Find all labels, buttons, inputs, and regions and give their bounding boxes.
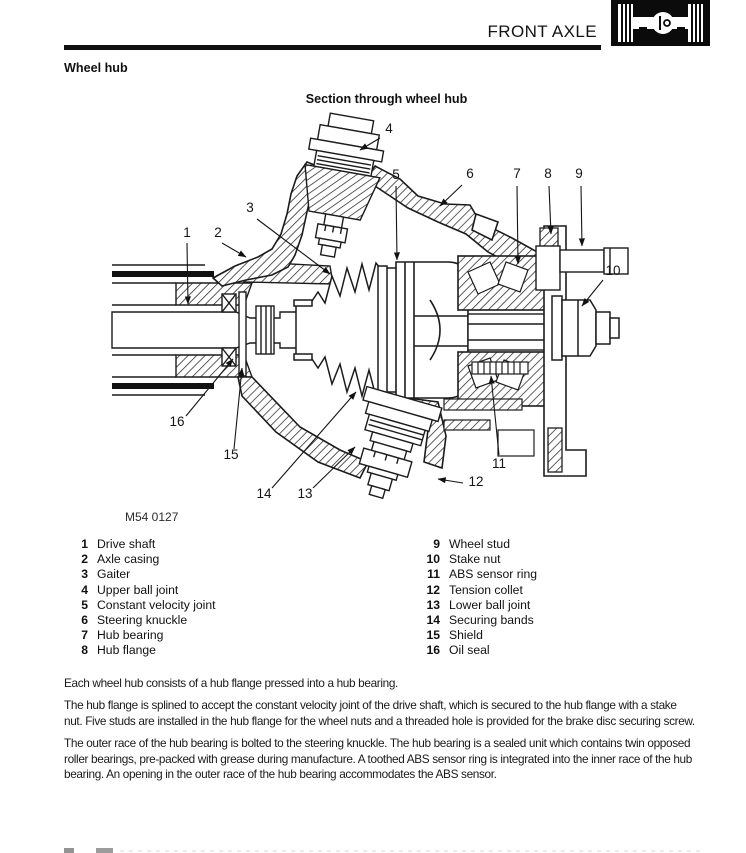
part-label: Stake nut bbox=[449, 552, 501, 567]
shield bbox=[239, 292, 246, 376]
parts-key-item bbox=[64, 537, 216, 552]
parts-key-item bbox=[412, 613, 537, 628]
part-number: 14 bbox=[426, 612, 440, 627]
paragraph-1: Each wheel hub consists of a hub flange pressed into a hub bearing. bbox=[64, 676, 398, 690]
dust-shield bbox=[444, 399, 534, 456]
page-title: FRONT AXLE bbox=[487, 22, 597, 41]
parts-key-item bbox=[412, 537, 537, 552]
part-label: Securing bands bbox=[449, 612, 534, 627]
callout-12: 12 bbox=[468, 474, 484, 489]
part-number: 8 bbox=[81, 643, 88, 658]
callout-14: 14 bbox=[256, 486, 272, 501]
paragraph-3: The outer race of the hub bearing is bolted to the steering knuckle. The hub bearing is a sealed unit which contains twin opposed roller bearings, pre-packed with grease during manufacture. A toothed ABS sensor ring is integrated into the inner race of the hub bearing. An opening in the outer race of the hub bearing accommodates the ABS sensor. bbox=[64, 736, 692, 782]
parts-key-item bbox=[412, 567, 537, 582]
part-label: Upper ball joint bbox=[97, 582, 179, 597]
parts-key-item bbox=[412, 628, 537, 643]
body-text bbox=[64, 676, 696, 789]
part-number: 11 bbox=[427, 567, 440, 582]
part-number: 7 bbox=[81, 628, 88, 643]
part-label: Axle casing bbox=[97, 552, 160, 567]
securing-band-large bbox=[378, 266, 387, 394]
part-number: 1 bbox=[81, 537, 88, 551]
parts-key-item bbox=[412, 552, 537, 567]
callout-2: 2 bbox=[214, 225, 222, 240]
cutoff-dots bbox=[120, 850, 700, 852]
parts-key-item bbox=[64, 552, 216, 567]
part-label: Steering knuckle bbox=[97, 612, 188, 627]
part-label: Lower ball joint bbox=[449, 597, 531, 612]
part-number: 16 bbox=[426, 643, 440, 658]
callout-10: 10 bbox=[605, 263, 621, 278]
part-number: 2 bbox=[81, 552, 88, 567]
parts-key-item bbox=[64, 643, 216, 658]
part-number: 3 bbox=[81, 567, 88, 582]
part-number: 4 bbox=[81, 582, 88, 597]
figure-reference-number: M54 0127 bbox=[125, 510, 179, 524]
part-number: 6 bbox=[81, 612, 88, 627]
callout-8: 8 bbox=[544, 166, 552, 181]
abs-sensor-ring bbox=[472, 362, 528, 374]
paragraph-2: The hub flange is splined to accept the constant velocity joint of the drive shaft, which is secured to the hub flange with a stake nut. Five studs are installed in the hub flange for the wheel nuts and a threaded hole is provided for the brake disc securing screw. bbox=[64, 698, 695, 728]
part-label: Hub bearing bbox=[97, 628, 164, 643]
part-number: 13 bbox=[426, 597, 440, 612]
callout-13: 13 bbox=[297, 486, 313, 501]
part-number: 9 bbox=[433, 537, 440, 551]
shaft-stub bbox=[468, 314, 556, 350]
part-label: Drive shaft bbox=[97, 537, 156, 551]
securing-band-small-top bbox=[294, 300, 312, 306]
part-label: Gaiter bbox=[97, 567, 131, 582]
callout-15: 15 bbox=[223, 447, 239, 462]
callout-4: 4 bbox=[385, 121, 393, 136]
cutoff-mark bbox=[64, 848, 74, 853]
callout-6: 6 bbox=[466, 166, 474, 181]
parts-key-item bbox=[64, 613, 216, 628]
part-number: 15 bbox=[426, 628, 440, 643]
callout-16: 16 bbox=[169, 414, 185, 429]
part-label: Constant velocity joint bbox=[97, 597, 216, 612]
parts-key-item bbox=[412, 643, 537, 658]
parts-key-item bbox=[64, 628, 216, 643]
part-number: 10 bbox=[426, 552, 440, 567]
figure-caption: Section through wheel hub bbox=[305, 92, 468, 106]
stake-nut bbox=[552, 296, 619, 360]
parts-key-item bbox=[64, 598, 216, 613]
drive-shaft bbox=[112, 306, 298, 354]
parts-key-left-column bbox=[64, 537, 216, 659]
parts-key-item bbox=[412, 583, 537, 598]
callout-11: 11 bbox=[491, 456, 507, 471]
callout-5: 5 bbox=[392, 167, 400, 182]
parts-key-item bbox=[64, 583, 216, 598]
callout-3: 3 bbox=[246, 200, 254, 215]
part-label: Shield bbox=[449, 628, 483, 643]
part-label: ABS sensor ring bbox=[449, 567, 538, 582]
part-label: Oil seal bbox=[449, 643, 490, 658]
part-label: Hub flange bbox=[97, 643, 156, 658]
parts-key-item bbox=[412, 598, 537, 613]
parts-key-right-column bbox=[412, 537, 537, 659]
securing-band-small-bottom bbox=[294, 354, 312, 360]
parts-key-item bbox=[64, 567, 216, 582]
callout-9: 9 bbox=[575, 166, 583, 181]
cutoff-mark bbox=[96, 848, 113, 853]
next-section-cutoff bbox=[0, 847, 746, 853]
part-number: 12 bbox=[426, 582, 440, 597]
part-label: Wheel stud bbox=[449, 537, 510, 551]
callout-7: 7 bbox=[513, 166, 521, 181]
part-label: Tension collet bbox=[449, 582, 523, 597]
section-heading: Wheel hub bbox=[64, 61, 128, 75]
part-number: 5 bbox=[81, 597, 88, 612]
callout-1: 1 bbox=[183, 225, 191, 240]
